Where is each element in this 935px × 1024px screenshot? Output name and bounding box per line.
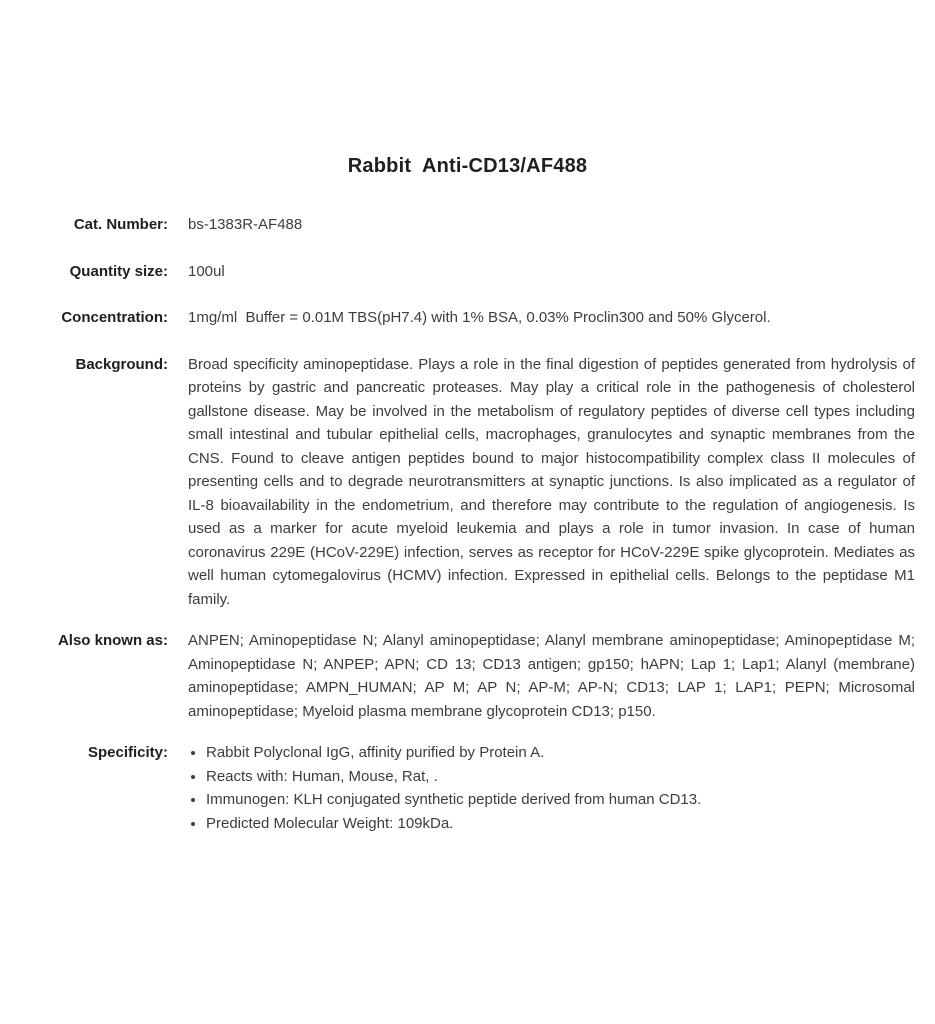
field-row-background — [40, 353, 915, 612]
page-title: Rabbit Anti-CD13/AF488 — [347, 155, 588, 177]
specificity-label: Specificity: — [87, 744, 168, 761]
quantity-size-value: 100ul — [188, 262, 225, 280]
concentration-value: 1mg/ml Buffer = 0.01M TBS(pH7.4) with 1% BSA, 0.03% Proclin300 and 50% Glycerol. — [188, 309, 771, 326]
specificity-value — [188, 741, 915, 835]
cat-number-value: bs-1383R-AF488 — [188, 216, 303, 233]
specificity-bullet-list — [188, 741, 915, 835]
list-item: • Predicted Molecular Weight: 109kDa. — [206, 812, 915, 836]
background-value: Broad specificity aminopeptidase. Plays a role in the final digestion of peptides generated from hydrolysis of proteins by gastric and pancreatic proteases. May play a critical role in the pathogenesis of cholesterol gallstone disease. May be involved in the metabolism of regulatory peptides of diverse cell types including small intestinal and tubular epithelial cells, macrophages, granulocytes and synaptic membranes from the CNS. Found to cleave antigen peptides bound to major histocompatibility complex class II molecules of presenting cells and to degrade neurotransmitters at synaptic junctions. Is also implicated as a regulator of IL-8 bioavailability in the endometrium, and therefore may contribute to the regulation of angiogenesis. Is used as a marker for acute myeloid leukemia and plays a role in tumor invasion. In case of human coronavirus 229E (HCoV-229E) infection, serves as receptor for HCoV-229E spike glycoprotein. Mediates as well human cytomegalovirus (HCMV) infection. Expressed in epithelial cells. Belongs to the peptidase M1 family. — [188, 355, 915, 608]
field-row-concentration — [40, 306, 915, 330]
field-row-cat-number — [40, 213, 915, 237]
list-item: • Reacts with: Human, Mouse, Rat, . — [206, 765, 915, 789]
also-known-as-label: Also known as: — [57, 632, 168, 649]
quantity-size-label: Quantity size: — [69, 262, 168, 280]
concentration-label: Concentration: — [61, 309, 168, 326]
background-label: Background: — [75, 355, 168, 373]
field-row-also-known-as — [40, 629, 915, 723]
field-row-specificity — [40, 741, 915, 835]
also-known-as-value: ANPEN; Aminopeptidase N; Alanyl aminopeptidase; Alanyl membrane aminopeptidase; Aminopeptidase M; Aminopeptidase N; ANPEP; APN; CD 13; CD13 antigen; gp150; hAPN; Lap 1; Lap1; Alanyl (membrane) aminopeptidase; AMPN_HUMAN; AP M; AP N; AP-M; AP-N; CD13; LAP 1; LAP1; PEPN; Microsomal aminopeptidase; Myeloid plasma membrane glycoprotein CD13; p150. — [188, 632, 915, 720]
list-item: • Immunogen: KLH conjugated synthetic peptide derived from human CD13. — [206, 788, 915, 812]
datasheet-fields — [0, 213, 935, 835]
cat-number-label: Cat. Number: — [73, 216, 168, 233]
list-item: • Rabbit Polyclonal IgG, affinity purified by Protein A. — [206, 741, 915, 765]
field-row-quantity-size — [40, 260, 915, 284]
